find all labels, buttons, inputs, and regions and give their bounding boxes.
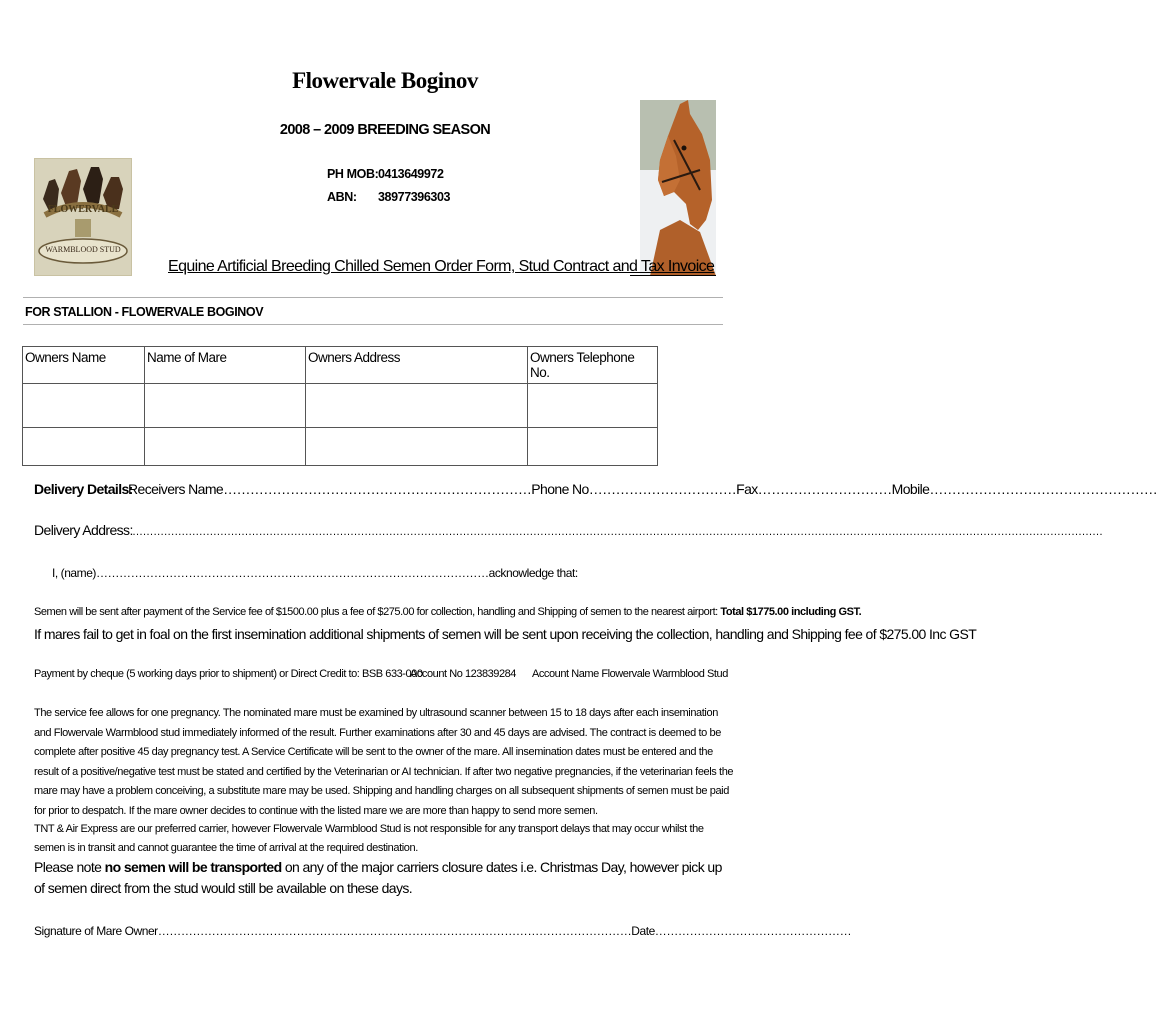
header-owners-telephone: Owners Telephone No.: [528, 347, 658, 384]
owners-name-cell[interactable]: [23, 384, 145, 428]
mare-name-cell[interactable]: [145, 384, 306, 428]
abn-value: 38977396303: [378, 190, 451, 204]
phone-label: PH MOB:: [327, 167, 379, 181]
owners-telephone-cell[interactable]: [528, 384, 658, 428]
semen-fee-body: Semen will be sent after payment of the Service fee of $1500.00 plus a fee of $275.00 for collection, handling and Shipping of semen to the nearest airport:: [34, 606, 718, 618]
owners-address-cell[interactable]: [306, 384, 528, 428]
delivery-address-label: Delivery Address:: [34, 522, 133, 538]
table-row: [23, 384, 658, 428]
title-underline: [630, 275, 716, 276]
account-number: Account No 123839284: [410, 668, 516, 680]
mare-name-cell[interactable]: [145, 428, 306, 466]
table-header-row: [23, 347, 658, 384]
horse-photo: [640, 100, 716, 276]
closure-note-suffix: on any of the major carriers closure dates i.e. Christmas Day, however pick up of semen direct from the stud would still be available on these days.: [34, 859, 722, 896]
logo-bottom-text: WARMBLOOD STUD: [45, 245, 121, 254]
phone-value: 0413649972: [378, 167, 444, 181]
receivers-line[interactable]: Receivers Name……………………………………………………………Phone No……………………………Fax…………………………Mobile……………………………………………: [128, 481, 1157, 497]
semen-fee-text: [34, 606, 861, 618]
stallion-line: [23, 297, 723, 325]
closure-note-bold: no semen will be transported: [104, 859, 282, 875]
owners-table: [22, 346, 658, 466]
foal-notice: If mares fail to get in foal on the first insemination additional shipments of semen will be sent upon receiving the collection, handling and Shipping fee of $275.00 Inc GST: [34, 626, 977, 642]
page-title: Flowervale Boginov: [292, 68, 478, 93]
stallion-text: FOR STALLION - FLOWERVALE BOGINOV: [25, 305, 264, 319]
semen-fee-total: Total $1775.00 including GST.: [720, 606, 862, 618]
logo-top-text: FLOWERVALE: [47, 204, 119, 215]
account-name: Account Name Flowervale Warmblood Stud: [532, 668, 728, 680]
stud-logo: [34, 158, 132, 276]
header-owners-address: Owners Address: [306, 347, 528, 384]
horse-head-icon: [640, 100, 716, 276]
breeding-season: 2008 – 2009 BREEDING SEASON: [279, 122, 491, 138]
delivery-address-line[interactable]: ……………………………………………………………………………………………………………………………………………………………………………………………………………………………………………………: [132, 526, 1103, 538]
payment-text: Payment by cheque (5 working days prior to shipment) or Direct Credit to: BSB 633-000: [34, 668, 423, 680]
delivery-details-label: Delivery Details:: [34, 481, 133, 497]
horse-heads-icon: [35, 159, 131, 275]
acknowledge-line[interactable]: I, (name)…………………………………………………………………………………………acknowledge that:: [52, 566, 578, 580]
header-owners-name: Owners Name: [23, 347, 145, 384]
owners-name-cell[interactable]: [23, 428, 145, 466]
owners-address-cell[interactable]: [306, 428, 528, 466]
closure-note-prefix: Please note: [34, 859, 105, 875]
signature-line[interactable]: Signature of Mare Owner……………………………………………………………………………………………………………Date……………………………………………: [34, 924, 852, 938]
table-row: [23, 428, 658, 466]
service-paragraph: The service fee allows for one pregnancy. The nominated mare must be examined by ultrasound scanner between 15 to 18 days after each insemination and Flowervale Warmblood stud immediately informed of the result. Further examinations after 30 and 45 days are advised. The contract is deemed to be complete after positive 45 day pregnancy test. A Service Certificate will be sent to the owner of the mare. All insemination dates must be entered and the result of a positive/negative test must be stated and certified by the Veterinarian or AI technician. If after two negative pregnancies, if the veterinarian feels the mare may have a problem conceiving, a substitute mare may be used. Shipping and handling charges on all subsequent shipments of semen must be paid for prior to despatch. If the mare owner decides to continue with the listed mare we are more than happy to send more semen.: [34, 707, 734, 817]
abn-label: ABN:: [327, 190, 357, 204]
form-title: Equine Artificial Breeding Chilled Semen Order Form, Stud Contract and Tax Invoice: [168, 258, 715, 275]
carrier-paragraph: TNT & Air Express are our preferred carrier, however Flowervale Warmblood Stud is not responsible for any transport delays that may occur whilst the semen is in transit and cannot guarantee the time of arrival at the required destination.: [34, 823, 704, 854]
owners-telephone-cell[interactable]: [528, 428, 658, 466]
header-mare-name: Name of Mare: [145, 347, 306, 384]
closure-note: [34, 857, 734, 899]
